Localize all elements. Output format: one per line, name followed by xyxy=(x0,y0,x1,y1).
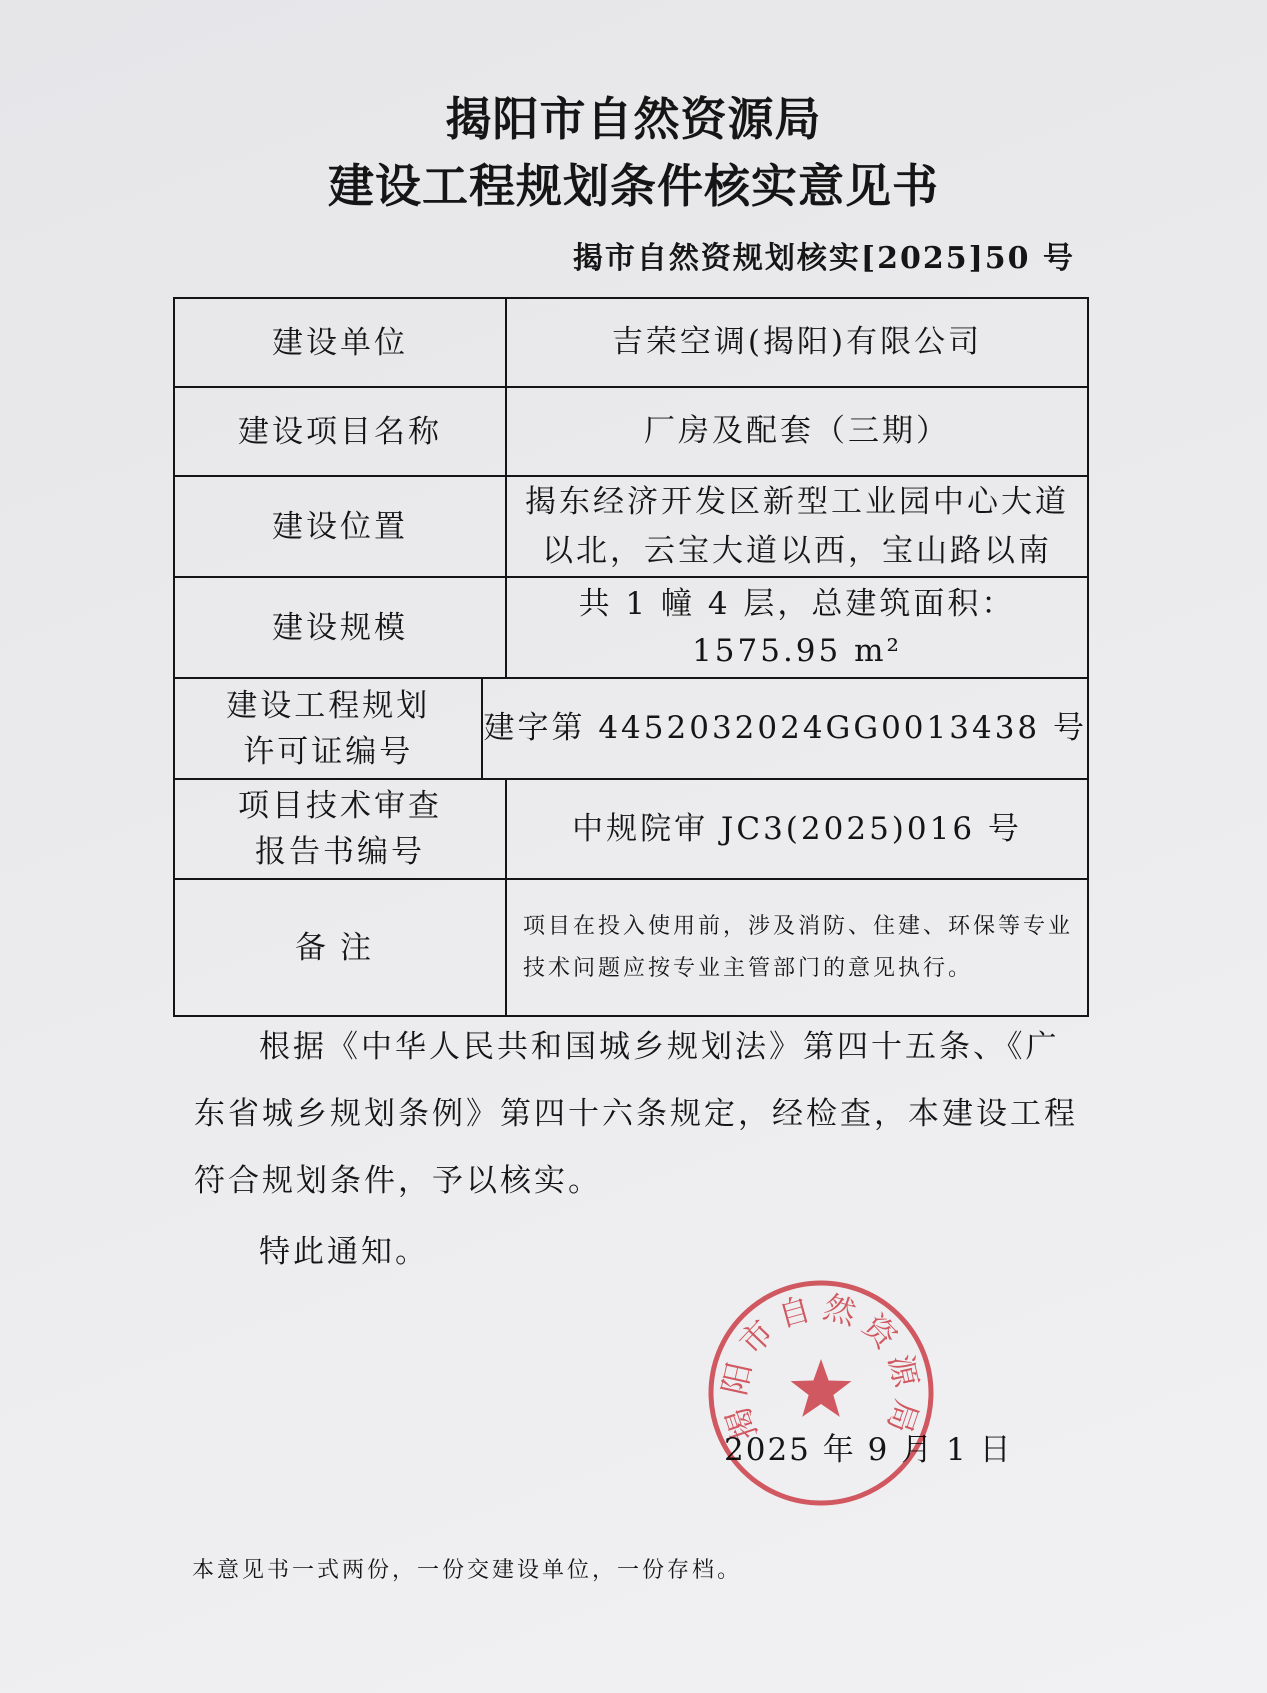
label-location xyxy=(175,477,507,576)
body-paragraph-line-1: 根据《中华人民共和国城乡规划法》第四十五条、《广 xyxy=(259,1029,1060,1065)
org-name: 揭阳市自然资源局 xyxy=(445,92,822,146)
label-text: 建设位置 xyxy=(272,508,408,545)
label-text-line-1: 建设工程规划 xyxy=(226,687,431,724)
table-row-permit-number xyxy=(175,679,1087,780)
label-text: 建设规模 xyxy=(272,609,408,646)
value-text: 厂房及配套（三期） xyxy=(644,413,950,449)
document-number: 揭市自然资规划核实[2025]50 号 xyxy=(572,241,1075,276)
remarks-line-1: 项目在投入使用前，涉及消防、住建、环保等专业 xyxy=(523,913,1074,939)
value-text-line-2: 以北，云宝大道以西，宝山路以南 xyxy=(542,532,1052,569)
official-seal xyxy=(701,1273,941,1513)
value-project-name xyxy=(507,388,1087,475)
label-text: 建设项目名称 xyxy=(238,413,442,450)
footer-note: 本意见书一式两份，一份交建设单位，一份存档。 xyxy=(192,1558,743,1583)
label-remarks xyxy=(175,880,507,1015)
table-row-location xyxy=(175,477,1087,578)
value-text: 吉荣空调(揭阳)有限公司 xyxy=(611,324,983,360)
value-scale xyxy=(507,578,1087,677)
value-remarks xyxy=(507,880,1087,1015)
label-project-name xyxy=(175,388,507,475)
label-text: 备注 xyxy=(295,929,385,966)
star-icon xyxy=(791,1359,852,1417)
label-text-line-1: 项目技术审查 xyxy=(238,788,442,824)
value-text-line-2: 1575.95 m² xyxy=(692,632,902,669)
closing-text: 特此通知。 xyxy=(259,1234,429,1270)
value-text-line-1: 共 1 幢 4 层，总建筑面积： xyxy=(578,585,1016,622)
table-row-scale xyxy=(175,578,1087,679)
table-row-review-report-number xyxy=(175,780,1087,880)
value-review-report-number xyxy=(507,780,1087,878)
value-permit-number xyxy=(483,679,1087,778)
document-title: 建设工程规划条件核实意见书 xyxy=(328,159,939,213)
label-construction-unit xyxy=(175,299,507,386)
value-text-line-1: 揭东经济开发区新型工业园中心大道 xyxy=(525,483,1069,520)
verification-table xyxy=(173,297,1089,1017)
table-row-construction-unit xyxy=(175,299,1087,388)
remarks-line-2: 技术问题应按专业主管部门的意见执行。 xyxy=(523,955,974,981)
issue-date: 2025 年 9 月 1 日 xyxy=(724,1432,1013,1468)
value-construction-unit xyxy=(507,299,1087,386)
label-scale xyxy=(175,578,507,677)
value-location xyxy=(507,477,1087,576)
value-text: 建字第 4452032024GG0013438 号 xyxy=(483,710,1087,746)
label-text-line-2: 许可证编号 xyxy=(243,733,414,770)
table-row-remarks xyxy=(175,880,1087,1015)
seal-text: 揭阳市自然资源局 xyxy=(715,1287,927,1446)
label-text: 建设单位 xyxy=(272,324,408,361)
body-paragraph-line-3: 符合规划条件，予以核实。 xyxy=(194,1163,602,1199)
label-text-line-2: 报告书编号 xyxy=(255,834,425,870)
table-row-project-name xyxy=(175,388,1087,477)
body-paragraph-line-2: 东省城乡规划条例》第四十六条规定，经检查，本建设工程 xyxy=(194,1096,1078,1132)
label-permit-number xyxy=(175,679,483,778)
value-text: 中规院审 JC3(2025)016 号 xyxy=(572,810,1022,847)
label-review-report-number xyxy=(175,780,507,878)
